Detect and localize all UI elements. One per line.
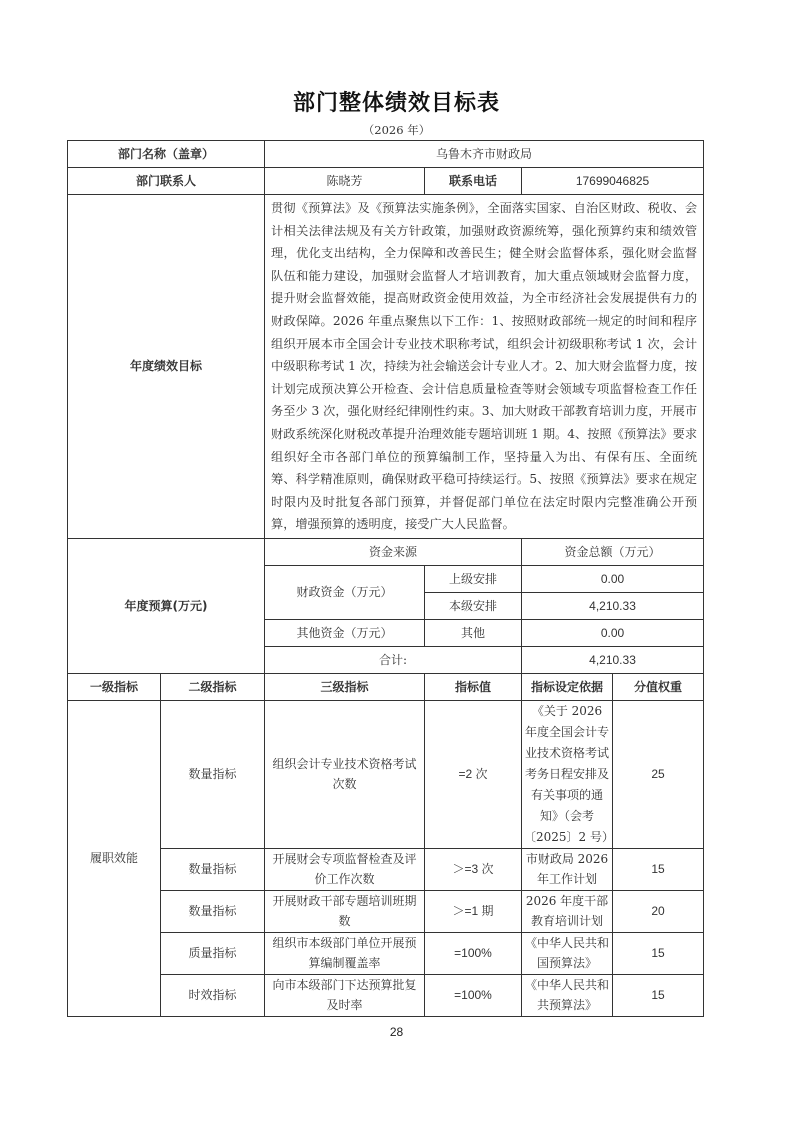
level3-indicator: 开展财政干部专题培训班期数 — [265, 890, 425, 932]
dept-name-value: 乌鲁木齐市财政局 — [265, 141, 704, 168]
indicator-weight: 25 — [613, 700, 704, 848]
indicator-value: =2 次 — [425, 700, 522, 848]
col-header: 二级指标 — [161, 673, 265, 700]
page-number: 28 — [389, 1025, 404, 1039]
total-label: 合计: — [265, 646, 522, 673]
budget-amount: 4,210.33 — [522, 592, 704, 619]
indicator-value: =100% — [425, 932, 522, 974]
level3-indicator: 开展财会专项监督检查及评价工作次数 — [265, 848, 425, 890]
col-header: 一级指标 — [68, 673, 161, 700]
year-note: （2026 年） — [362, 123, 431, 137]
fiscal-funds-label: 财政资金（万元） — [265, 565, 425, 619]
col-header: 指标设定依据 — [522, 673, 613, 700]
col-header: 指标值 — [425, 673, 522, 700]
budget-sub-label: 本级安排 — [425, 592, 522, 619]
dept-name-label: 部门名称（盖章） — [68, 141, 265, 168]
level2-indicator: 时效指标 — [161, 974, 265, 1016]
other-sub-label: 其他 — [425, 619, 522, 646]
level3-indicator: 组织市本级部门单位开展预算编制覆盖率 — [265, 932, 425, 974]
annual-goal-row — [68, 195, 704, 539]
budget-amount: 0.00 — [522, 565, 704, 592]
total-amount: 4,210.33 — [522, 646, 704, 673]
contact-label: 部门联系人 — [68, 168, 265, 195]
indicator-weight: 15 — [613, 848, 704, 890]
indicator-basis: 《中华人民共和国预算法》 — [522, 932, 613, 974]
contact-value: 陈晓芳 — [265, 168, 425, 195]
budget-sub-label: 上级安排 — [425, 565, 522, 592]
other-funds-label: 其他资金（万元） — [265, 619, 425, 646]
indicator-basis: 《关于 2026 年度全国会计专业技术资格考试考务日程安排及有关事项的通知》（会考〔2025〕2 号） — [522, 700, 613, 848]
annual-goal-label: 年度绩效目标 — [68, 195, 265, 539]
document-title: 部门整体绩效目标表 — [292, 91, 500, 116]
phone-label: 联系电话 — [425, 168, 522, 195]
indicator-weight: 20 — [613, 890, 704, 932]
indicator-row — [68, 974, 704, 1016]
indicator-row — [68, 890, 704, 932]
indicator-row — [68, 848, 704, 890]
dept-name-row — [68, 141, 704, 168]
performance-goal-table — [67, 140, 704, 1017]
indicator-value: =100% — [425, 974, 522, 1016]
indicator-weight: 15 — [613, 932, 704, 974]
phone-value: 17699046825 — [522, 168, 704, 195]
source-header: 资金来源 — [265, 538, 522, 565]
indicator-weight: 15 — [613, 974, 704, 1016]
col-header: 三级指标 — [265, 673, 425, 700]
level2-indicator: 数量指标 — [161, 848, 265, 890]
contact-row — [68, 168, 704, 195]
indicator-row — [68, 700, 704, 848]
col-header: 分值权重 — [613, 673, 704, 700]
level3-indicator: 向市本级部门下达预算批复及时率 — [265, 974, 425, 1016]
indicator-basis: 2026 年度干部教育培训计划 — [522, 890, 613, 932]
level2-indicator: 质量指标 — [161, 932, 265, 974]
level3-indicator: 组织会计专业技术资格考试次数 — [265, 700, 425, 848]
indicator-basis: 《中华人民共和共预算法》 — [522, 974, 613, 1016]
indicator-header-row — [68, 673, 704, 700]
level1-indicator: 履职效能 — [68, 700, 161, 1016]
indicator-basis: 市财政局 2026 年工作计划 — [522, 848, 613, 890]
indicator-value: ＞=1 期 — [425, 890, 522, 932]
budget-header-row — [68, 538, 704, 565]
indicator-row — [68, 932, 704, 974]
indicator-value: ＞=3 次 — [425, 848, 522, 890]
level2-indicator: 数量指标 — [161, 890, 265, 932]
level2-indicator: 数量指标 — [161, 700, 265, 848]
budget-label: 年度预算(万元) — [68, 538, 265, 673]
other-amount: 0.00 — [522, 619, 704, 646]
annual-goal-text: 贯彻《预算法》及《预算法实施条例》，全面落实国家、自治区财政、税收、会计相关法律法规及有关方针政策，加强财政资源统筹，强化预算约束和绩效管理，优化支出结构，全力保障和改善民生；健全财会监督体系，强化财会监督队伍和能力建设，加强财会监督人才培训教育，加大重点领域财会监督力度，提升财会监督效能，提高财政资金使用效益，为全市经济社会发展提供有力的财政保障。2026 年重点聚焦以下工作：1、按照财政部统一规定的时间和程序组织开展本市全国会计专业技术职称考试，组织会计初级职称考试 1 次，会计中级职称考试 1 次，持续为社会输送会计专业人才。2、加大财会监督力度，按计划完成预决算公开检查、会计信息质量检查等财会领域专项监督检查工作任务至少 3 次，强化财经纪律刚性约束。3、加大财政干部教育培训力度，开展市财政系统深化财税改革提升治理效能专题培训班 1 期。4、按照《预算法》要求组织好全市各部门单位的预算编制工作，坚持量入为出、有保有压、全面统筹、科学精准原则，确保财政平稳可持续运行。5、按照《预算法》要求在规定时限内及时批复各部门预算，并督促部门单位在法定时限内完整准确公开预算，增强预算的透明度，接受广大人民监督。 — [265, 195, 704, 539]
amount-header: 资金总额（万元） — [522, 538, 704, 565]
